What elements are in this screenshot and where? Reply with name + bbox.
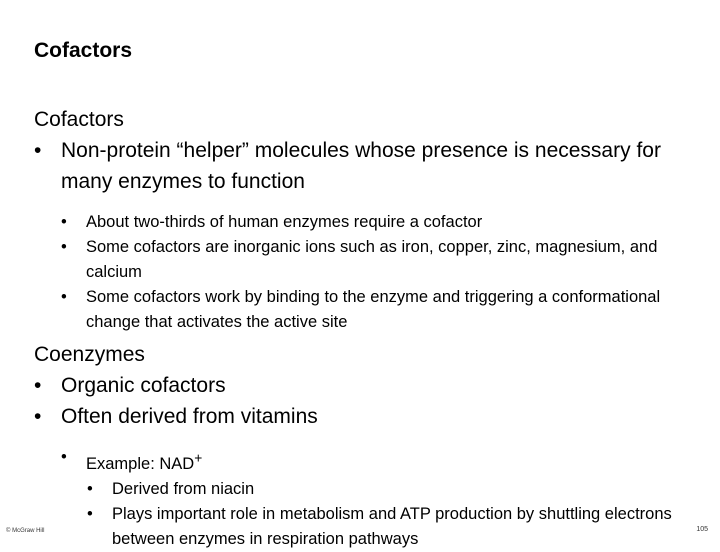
sub-bullet-item <box>34 235 704 285</box>
bullet-text: Non-protein “helper” molecules whose presence is necessary for many enzymes to function <box>61 139 661 193</box>
sub-bullet-item <box>34 445 704 477</box>
bullet-marker: • <box>34 405 42 428</box>
slide-content <box>34 104 704 552</box>
sub-bullet-item <box>34 285 704 335</box>
bullet-marker: • <box>34 374 42 397</box>
bullet-text: Organic cofactors <box>61 374 226 397</box>
coenzymes-heading: Coenzymes <box>34 343 145 366</box>
copyright-notice: © McGraw Hill <box>6 528 45 534</box>
bullet-item <box>34 370 704 401</box>
bullet-marker: • <box>61 213 67 231</box>
bullet-text: Some cofactors work by binding to the enzyme and triggering a conformational change that activates the active site <box>86 288 661 331</box>
bullet-text <box>86 450 203 473</box>
bullet-text: Often derived from vitamins <box>61 405 318 428</box>
bullet-text: Plays important role in metabolism and ATP production by shuttling electrons between enzymes in respiration pathways <box>112 504 672 548</box>
sub-bullet-item <box>34 210 704 235</box>
sub-sub-bullet-item <box>34 502 704 552</box>
superscript-plus: + <box>194 450 203 465</box>
bullet-marker: • <box>61 238 67 256</box>
example-label: Example: NAD <box>86 454 195 473</box>
cofactors-heading: Cofactors <box>34 108 124 131</box>
bullet-text: Some cofactors are inorganic ions such as iron, copper, zinc, magnesium, and calcium <box>86 238 658 281</box>
bullet-marker: • <box>61 288 67 306</box>
bullet-item <box>34 135 704 197</box>
slide-title: Cofactors <box>34 39 133 62</box>
bullet-marker: • <box>34 139 42 162</box>
page-number: 105 <box>696 526 708 533</box>
bullet-marker: • <box>61 448 67 466</box>
bullet-marker: • <box>87 479 93 498</box>
bullet-marker: • <box>87 504 93 523</box>
bullet-item <box>34 401 704 432</box>
bullet-text: About two-thirds of human enzymes require a cofactor <box>86 213 483 231</box>
sub-sub-bullet-item <box>34 477 704 502</box>
bullet-text: Derived from niacin <box>112 479 255 498</box>
